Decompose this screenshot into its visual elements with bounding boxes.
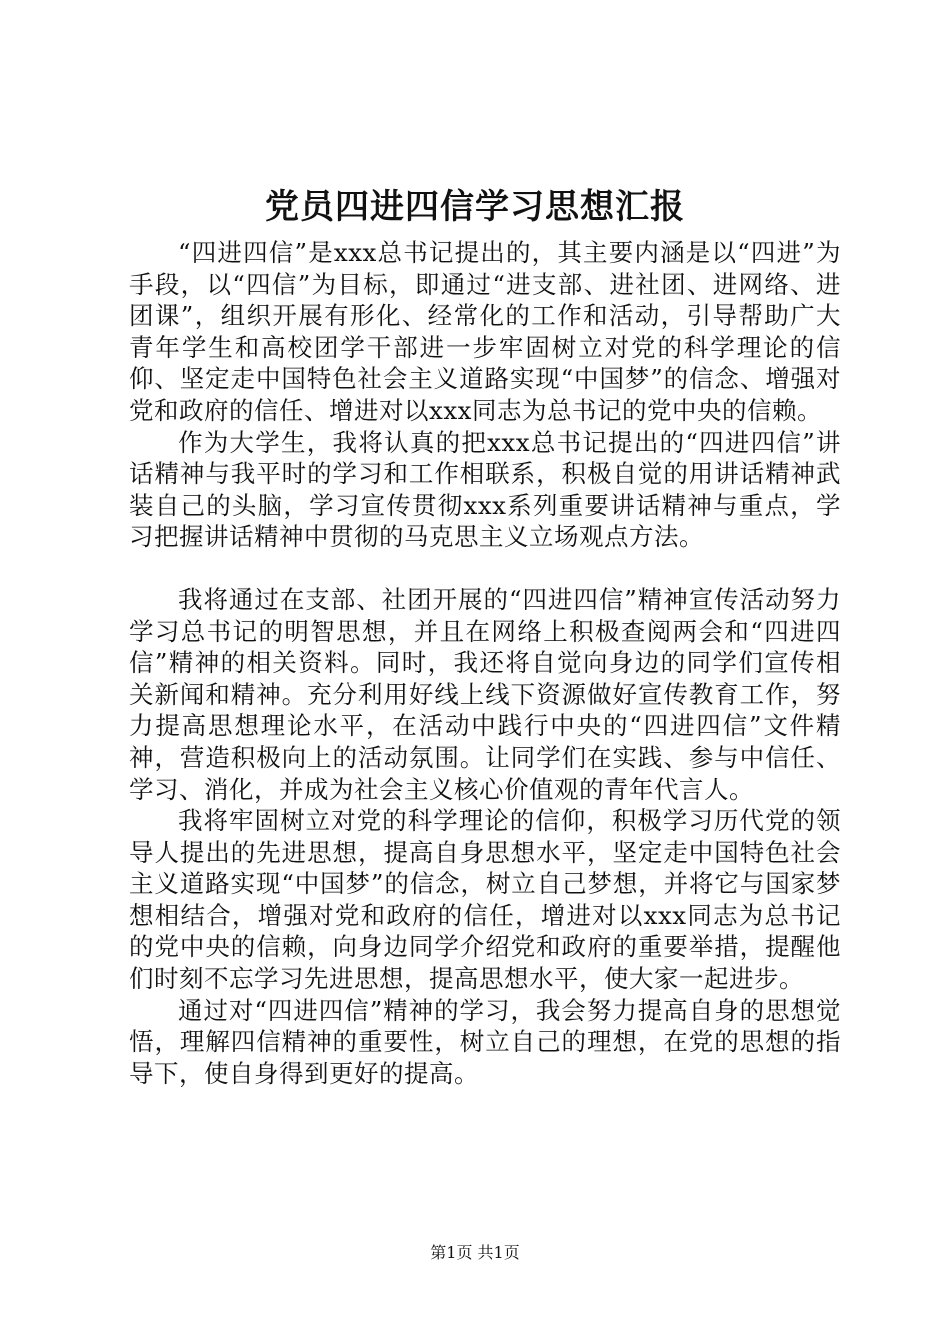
paragraph-1: “四进四信”是xxx总书记提出的，其主要内涵是以“四进”为手段，以“四信”为目标，即通过“进支部、进社团、进网络、进团课”，组织开展有形化、经常化的工作和活动，引导帮助广大青年学生和高校团学干部进一步牢固树立对党的科学理论的信仰、坚定走中国特色社会主义道路实现“中国梦”的信念、增强对党和政府的信任、增进对以xxx同志为总书记的党中央的信赖。: [129, 238, 841, 425]
paragraph-2: 作为大学生，我将认真的把xxx总书记提出的“四进四信”讲话精神与我平时的学习和工作相联系，积极自觉的用讲话精神武装自己的头脑，学习宣传贯彻xxx系列重要讲话精神与重点，学习把握讲话精神中贯彻的马克思主义立场观点方法。: [129, 427, 841, 552]
page-title: 党员四进四信学习思想汇报: [265, 187, 685, 227]
page-number-footer: 第1页 共1页: [430, 1243, 520, 1262]
paragraph-3: 我将通过在支部、社团开展的“四进四信”精神宣传活动努力学习总书记的明智思想，并且在网络上积极查阅两会和“四进四信”精神的相关资料。同时，我还将自觉向身边的同学们宣传相关新闻和精神。充分利用好线上线下资源做好宣传教育工作，努力提高思想理论水平，在活动中践行中央的“四进四信”文件精神，营造积极向上的活动氛围。让同学们在实践、参与中信任、学习、消化，并成为社会主义核心价值观的青年代言人。: [129, 584, 841, 804]
document-body: [129, 237, 841, 1089]
paragraph-5: 通过对“四进四信”精神的学习，我会努力提高自身的思想觉悟，理解四信精神的重要性，树立自己的理想，在党的思想的指导下，使自身得到更好的提高。: [129, 995, 841, 1088]
paragraph-4: 我将牢固树立对党的科学理论的信仰，积极学习历代党的领导人提出的先进思想，提高自身思想水平，坚定走中国特色社会主义道路实现“中国梦”的信念，树立自己梦想，并将它与国家梦想相结合，增强对党和政府的信任，增进对以xxx同志为总书记的党中央的信赖，向身边同学介绍党和政府的重要举措，提醒他们时刻不忘学习先进思想，提高思想水平，使大家一起进步。: [129, 806, 841, 994]
paragraph-spacer: [129, 553, 841, 584]
